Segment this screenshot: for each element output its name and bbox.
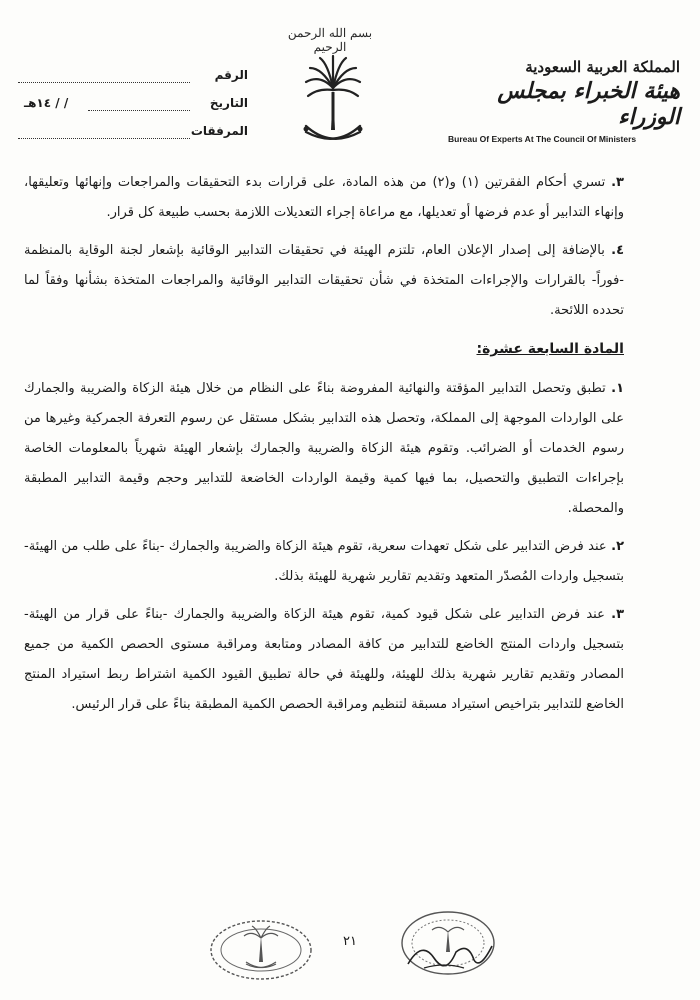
date-blank [88,110,190,111]
page-number: ٢١ [343,934,357,949]
clause-text: تسري أحكام الفقرتين (١) و(٢) من هذه المادة، على قرارات بدء التحقيقات والمراجعات وإنهائها وتعليقها، وإنهاء التدابير أو عدم فرضها أو تعديلها، مع مراعاة إجراء التعديلات اللازمة بحسب طبيعة كل قرار. [24,175,624,220]
clause-number: ٣. [611,175,624,190]
document-meta-fields [18,68,248,152]
clause-item [24,236,624,326]
bureau-name-arabic: هيئة الخبراء بمجلس الوزراء [497,78,680,130]
attachments-field [18,124,248,152]
clause-number: ٢. [611,539,624,554]
date-value: / / ١٤هـ [24,96,69,110]
official-seal-stamp-icon [208,918,314,982]
clause-item [24,532,624,592]
kingdom-name: المملكة العربية السعودية [525,58,680,76]
document-body [24,168,624,728]
article-heading: المادة السابعة عشرة: [476,341,624,357]
handwritten-signature-icon [404,934,496,974]
reference-field [18,68,248,96]
clause-item [24,168,624,228]
basmala: بسم الله الرحمن الرحيم [287,26,373,54]
clause-text: عند فرض التدابير على شكل قيود كمية، تقوم هيئة الزكاة والضريبة والجمارك -بناءً على قرار من الهيئة- بتسجيل واردات المنتج الخاضع للتدابير من كافة المصادر ومتابعة ومراقبة مستوى الحصص الكمية من جميع المصادر وتقديم تقارير شهرية بذلك للهيئة، وللهيئة في حالة تطبيق القيود الكمية اشتراط ربط استيراد المنتج الخاضع للتدابير بتراخيص استيراد مسبقة لتنظيم ومراقبة الحصص الكمية المطبقة بناءً على قرار الرئيس. [24,607,624,712]
clause-number: ٣. [611,607,624,622]
clause-number: ١. [611,381,624,396]
attachments-blank [18,138,190,139]
attachments-label: المرفقات [190,124,248,138]
clause-text: عند فرض التدابير على شكل تعهدات سعرية، تقوم هيئة الزكاة والضريبة والجمارك -بناءً على طلب من الهيئة- بتسجيل واردات المُصدّر المتعهد وتقديم تقارير شهرية للهيئة بذلك. [24,539,624,584]
reference-label: الرقم [214,68,248,82]
clause-item [24,600,624,720]
clause-text: تطبق وتحصل التدابير المؤقتة والنهائية المفروضة بناءً على النظام من خلال هيئة الزكاة والضريبة والجمارك على الواردات الموجهة إلى المملكة، وتحصل هذه التدابير بشكل مستقل عن رسوم التعرفة الجمركية وغيرها من رسوم الخدمات أو الضرائب. وتقوم هيئة الزكاة والضريبة والجمارك بإشعار الهيئة شهرياً بالمعلومات الخاصة بإجراءات التطبيق والتحصيل، بما فيها كمية وقيمة الواردات الخاضعة للتدابير وحجم وقيمة التدابير المطبقة والمحصلة. [24,381,624,516]
clause-item [24,374,624,524]
date-field [18,96,248,124]
bureau-name-english: Bureau Of Experts At The Council Of Ministers [448,134,637,144]
reference-blank [18,82,190,83]
clause-number: ٤. [611,243,624,258]
organization-header [440,58,680,144]
date-label: التاريخ [209,96,248,110]
clause-text: بالإضافة إلى إصدار الإعلان العام، تلتزم الهيئة في تحقيقات التدابير الوقائية بإشعار لجنة الوقاية بالمنظمة -فوراً- بالقرارات والإجراءات المتخذة في شأن تحقيقات التدابير الوقائية والمراجعات المتخذة بشأنها وفقاً لما تحدده اللائحة. [24,243,624,318]
saudi-emblem-icon [300,52,366,152]
